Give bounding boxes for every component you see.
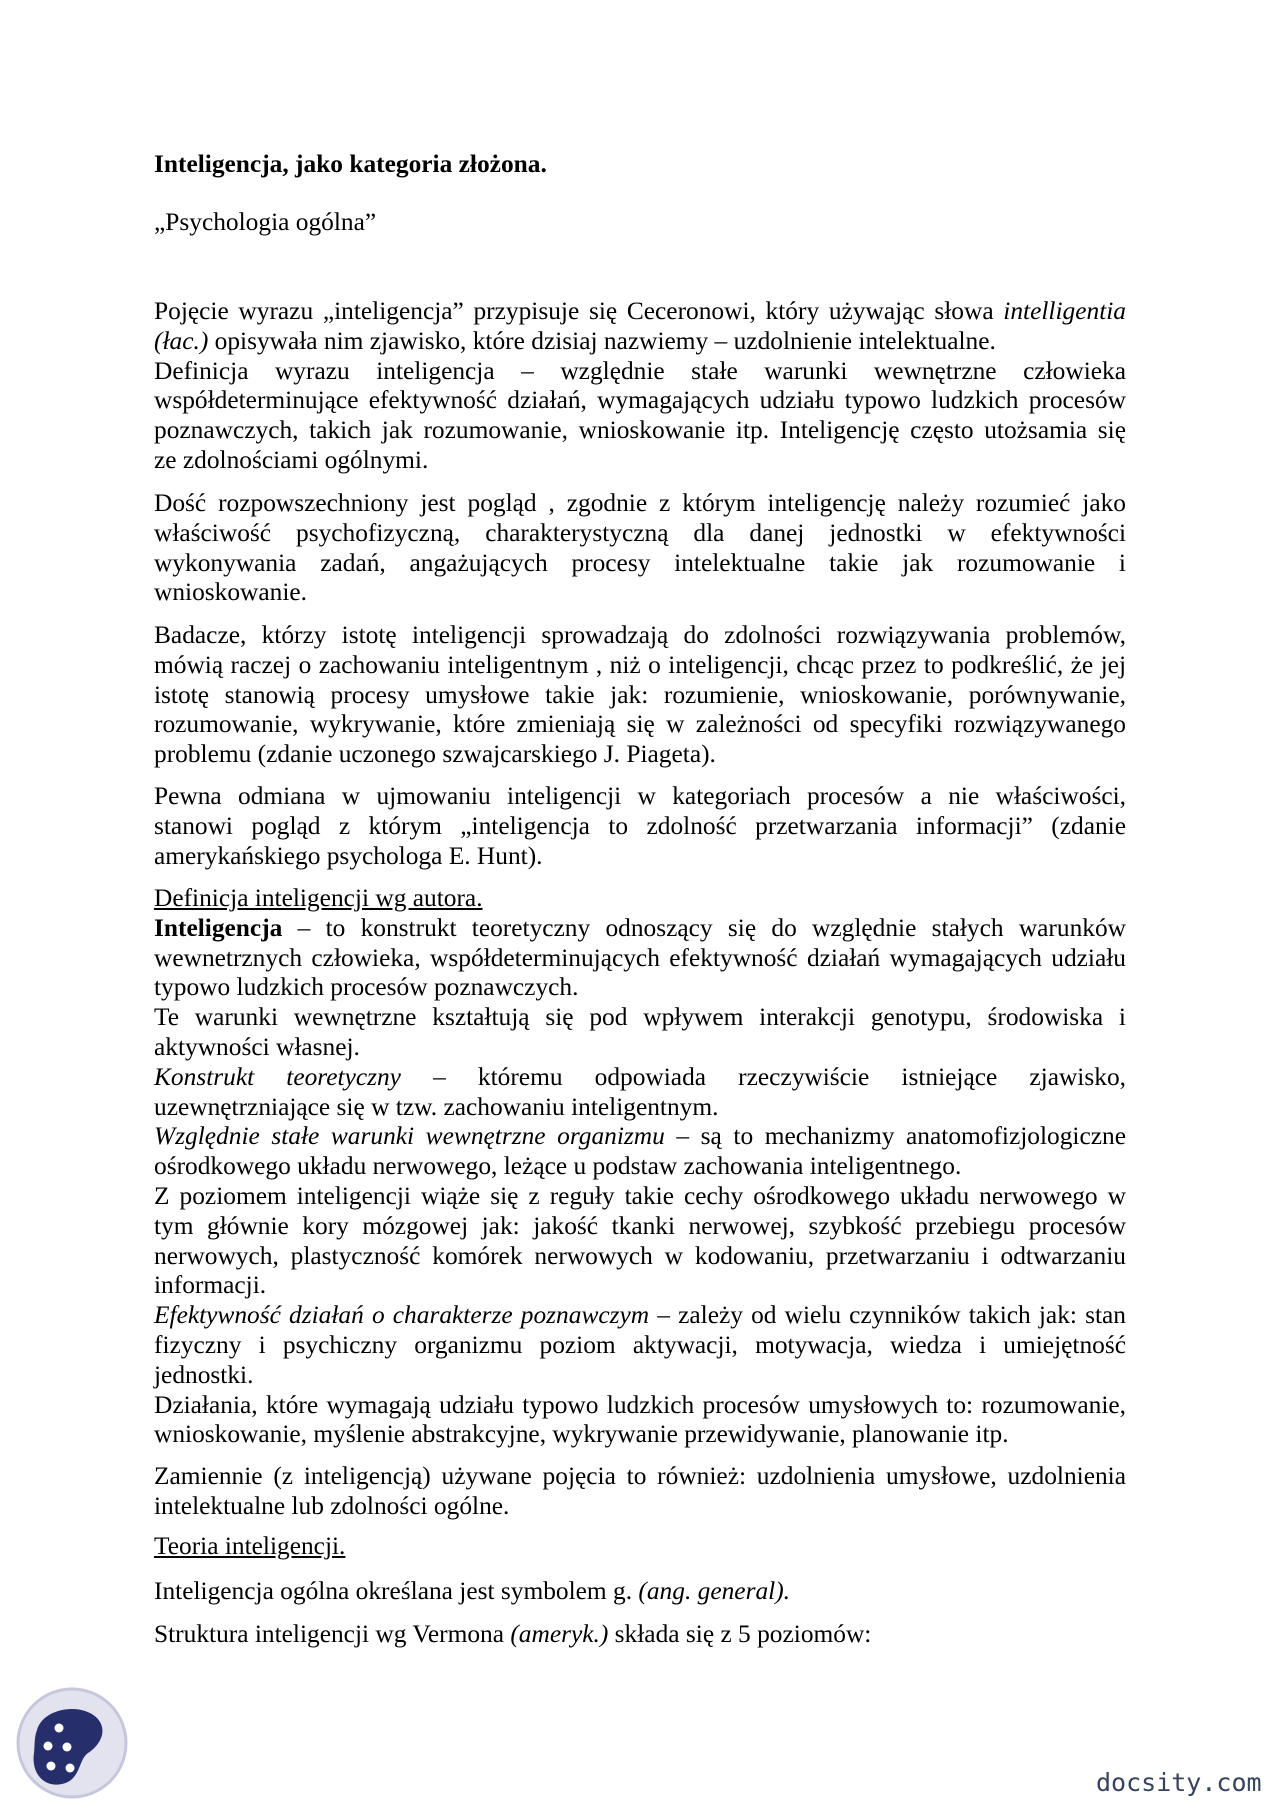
logo-dot bbox=[66, 1764, 75, 1773]
bold-term: Inteligencja bbox=[154, 913, 283, 942]
text-line bbox=[154, 1122, 1126, 1152]
document-subtitle: „Psychologia ogólna” bbox=[154, 208, 377, 236]
text-line bbox=[154, 297, 1126, 327]
text-line: Dość rozpowszechniony jest pogląd , zgodnie z którym inteligencję należy rozumieć jako bbox=[154, 489, 1126, 517]
italic-term: intelligentia bbox=[1003, 297, 1126, 325]
logo-dot bbox=[55, 1724, 64, 1733]
logo-dot bbox=[63, 1743, 72, 1752]
text-line: właściwość psychofizyczną, charakterystyczną dla danej jednostki w efektywności bbox=[154, 518, 1126, 547]
text-line: nerwowych, plastyczność komórek nerwowych w kodowaniu, przetwarzaniu i odtwarzaniu bbox=[154, 1241, 1126, 1270]
text-line: fizyczny i psychiczny organizmu poziom aktywacji, motywacja, wiedza i umiejętność bbox=[154, 1330, 1126, 1359]
text-line: wnioskowanie, myślenie abstrakcyjne, wykrywanie przewidywanie, planowanie itp. bbox=[154, 1420, 1009, 1449]
text-line: Działania, które wymagają udziału typowo ludzkich procesów umysłowych to: rozumowanie, bbox=[154, 1390, 1126, 1419]
text-line: informacji. bbox=[154, 1271, 267, 1300]
text-segment: – to konstrukt teoretyczny odnoszący się do względnie stałych warunków bbox=[282, 913, 1126, 942]
italic-term: (ang. general). bbox=[638, 1577, 791, 1605]
text-segment: – są to mechanizmy anatomofizjologiczne bbox=[664, 1122, 1126, 1151]
text-line: Pewna odmiana w ujmowaniu inteligencji w kategoriach procesów a nie właściwości, bbox=[154, 782, 1126, 810]
text-line: ze zdolnościami ogólnymi. bbox=[154, 445, 429, 474]
italic-term: Efektywność działań o charakterze poznawczym bbox=[154, 1301, 650, 1330]
paragraph-general-intelligence bbox=[154, 1577, 1126, 1607]
text-line: wnioskowanie. bbox=[154, 578, 308, 607]
text-line: Badacze, którzy istotę inteligencji sprowadzają do zdolności rozwiązywania problemów, bbox=[154, 621, 1126, 649]
text-line: Zamiennie (z inteligencją) używane pojęcia to również: uzdolnienia umysłowe, uzdolnienia bbox=[154, 1462, 1126, 1490]
text-line: wewnetrznych człowieka, współdeterminujących efektywność działań wymagających udziału bbox=[154, 943, 1126, 972]
document-title: Inteligencja, jako kategoria złożona. bbox=[154, 150, 547, 178]
section-heading: Teoria inteligencji. bbox=[154, 1532, 346, 1560]
text-line: intelektualne lub zdolności ogólne. bbox=[154, 1491, 510, 1520]
paragraph-structure bbox=[154, 1620, 1126, 1650]
italic-term: Konstrukt teoretyczny bbox=[154, 1062, 401, 1091]
section-heading: Definicja inteligencji wg autora. bbox=[154, 884, 483, 912]
paragraph-intro bbox=[154, 297, 1126, 476]
text-line: poznawczych, takich jak rozumowanie, wnioskowanie itp. Inteligencję często utożsamia się bbox=[154, 416, 1126, 445]
text-line bbox=[154, 914, 1126, 944]
text-line bbox=[154, 327, 1126, 357]
logo-dot bbox=[44, 1742, 53, 1751]
text-segment: – któremu odpowiada rzeczywiście istniejące zjawisko, bbox=[400, 1062, 1126, 1091]
text-line bbox=[154, 1301, 1126, 1331]
text-line: Te warunki wewnętrzne kształtują się pod wpływem interakcji genotypu, środowiska i bbox=[154, 1003, 1126, 1032]
text-line: aktywności własnej. bbox=[154, 1032, 360, 1061]
section-theory bbox=[154, 1532, 1126, 1562]
docsity-watermark: docsity.com bbox=[1096, 1768, 1262, 1797]
text-line: wykonywania zadań, angażujących procesy intelektualne takie jak rozumowanie i bbox=[154, 548, 1126, 577]
text-line bbox=[154, 1063, 1126, 1093]
italic-term: (łac.) bbox=[154, 326, 209, 355]
paragraph-researchers-view bbox=[154, 621, 1126, 770]
text-line: problemu (zdanie uczonego szwajcarskiego J. Piageta). bbox=[154, 740, 716, 769]
paragraph-processing-view bbox=[154, 782, 1126, 871]
title-block bbox=[154, 150, 1126, 180]
text-line: ośrodkowego układu nerwowego, leżące u podstaw zachowania inteligentnego. bbox=[154, 1152, 962, 1181]
text-line: jednostki. bbox=[154, 1360, 254, 1389]
docsity-logo-icon bbox=[15, 1686, 129, 1800]
text-segment: opisywała nim zjawisko, które dzisiaj nazwiemy – uzdolnienie intelektualne. bbox=[208, 326, 996, 355]
logo-dot bbox=[47, 1762, 56, 1771]
italic-term: (ameryk.) bbox=[510, 1620, 609, 1648]
text-segment: Struktura inteligencji wg Vermona bbox=[154, 1620, 511, 1648]
text-line: Definicja wyrazu inteligencja – względnie stałe warunki wewnętrzne człowieka bbox=[154, 356, 1126, 385]
text-line: istotę stanowią procesy umysłowe takie jak: rozumienie, wnioskowanie, porównywanie, bbox=[154, 680, 1126, 709]
text-line: stanowi pogląd z którym „inteligencja to zdolność przetwarzania informacji” (zdanie bbox=[154, 811, 1126, 840]
subtitle-block bbox=[154, 208, 1126, 238]
text-line bbox=[154, 1577, 1126, 1607]
text-segment: składa się z 5 poziomów: bbox=[608, 1620, 872, 1648]
text-line: mówią raczej o zachowaniu inteligentnym , niż o inteligencji, chcąc przez to podkreślić, że jej bbox=[154, 650, 1126, 679]
text-line: tym głównie kory mózgowej jak: jakość tkanki nerwowej, szybkość przebiegu procesów bbox=[154, 1211, 1126, 1240]
text-segment: – zależy od wielu czynników takich jak: stan bbox=[649, 1301, 1126, 1330]
text-line: Z poziomem inteligencji wiąże się z reguły takie cechy ośrodkowego układu nerwowego w bbox=[154, 1181, 1126, 1210]
text-segment: Inteligencja ogólna określana jest symbolem g. bbox=[154, 1577, 639, 1605]
paragraph-widespread-view bbox=[154, 489, 1126, 608]
text-line: współdeterminujące efektywność działań, wymagających udziału typowo ludzkich procesów bbox=[154, 386, 1126, 415]
text-line: typowo ludzkich procesów poznawczych. bbox=[154, 973, 579, 1002]
section-author-definition bbox=[154, 884, 1126, 1450]
text-line: rozumowanie, wykrywanie, które zmieniają się w zależności od specyfiki rozwiązywanego bbox=[154, 710, 1126, 739]
text-line: uzewnętrzniające się w tzw. zachowaniu inteligentnym. bbox=[154, 1092, 719, 1121]
text-line bbox=[154, 1620, 1126, 1650]
text-line: amerykańskiego psychologa E. Hunt). bbox=[154, 841, 543, 870]
text-segment: Pojęcie wyrazu „inteligencja” przypisuje się Ceceronowi, który używając słowa bbox=[154, 297, 1004, 325]
paragraph-synonyms bbox=[154, 1462, 1126, 1522]
italic-term: Względnie stałe warunki wewnętrzne organizmu bbox=[154, 1122, 665, 1151]
